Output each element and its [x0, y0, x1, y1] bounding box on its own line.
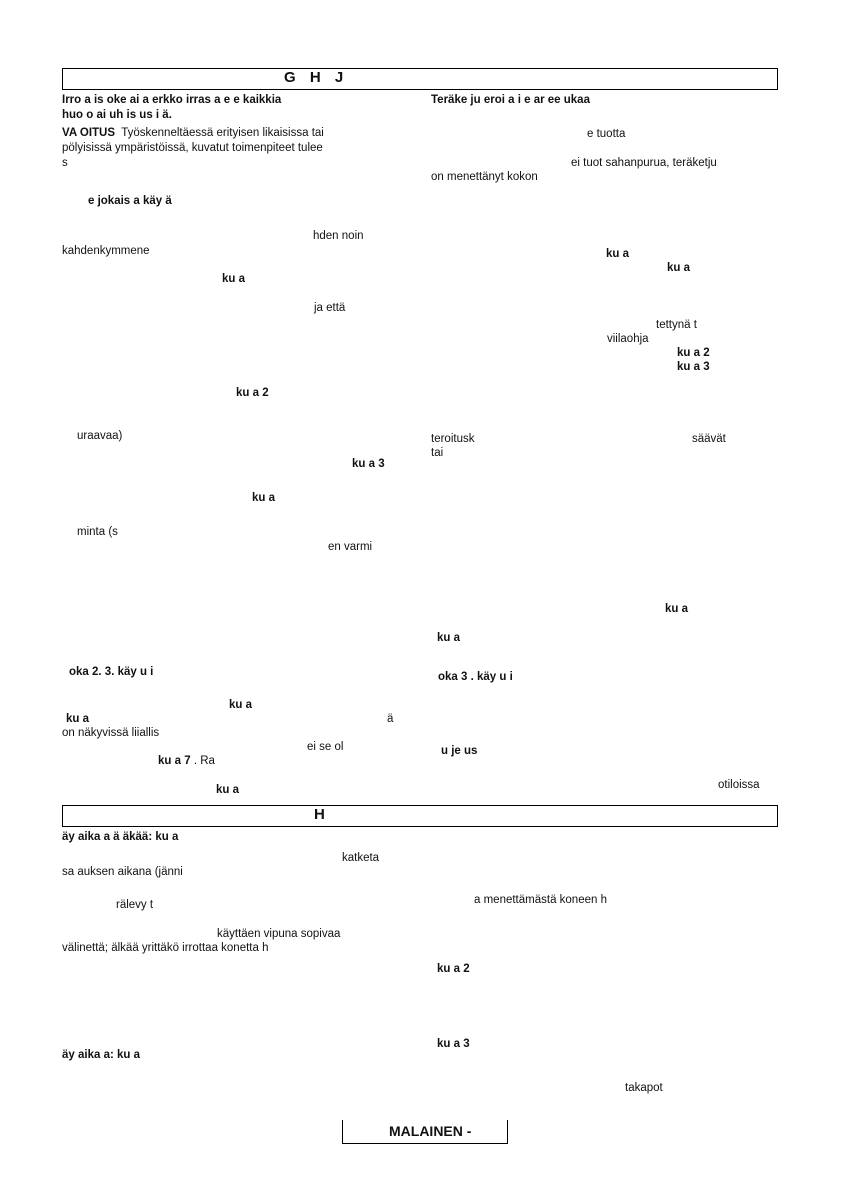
left-line-27: katketa — [342, 852, 380, 864]
left-line-16: en varmi — [328, 541, 373, 553]
figure-ref-7-text: . Ra — [193, 755, 215, 767]
right-line-10: ku a 3 — [677, 361, 710, 373]
right-line-22: takapot — [625, 1082, 663, 1094]
left-line-5: s — [62, 157, 68, 169]
left-line-11: ku a 2 — [236, 387, 269, 399]
left-line-10: ja että — [314, 302, 346, 314]
footer-label: MALAINEN - — [389, 1123, 472, 1139]
right-line-4: on menettänyt kokon — [431, 171, 538, 183]
right-line-8: viilaohja — [607, 333, 649, 345]
left-line-21: on näkyvissä liiallis — [62, 727, 160, 739]
left-line-13: ku a 3 — [352, 458, 385, 470]
left-line-28: sa auksen aikana (jänni — [62, 866, 183, 878]
warning-label: VA OITUS — [62, 127, 116, 139]
right-line-18: otiloissa — [718, 779, 760, 791]
warning-text: Työskenneltäessä erityisen likaisissa tai — [121, 127, 324, 139]
right-line-21: ku a 3 — [437, 1038, 470, 1050]
left-line-25: ku a — [216, 784, 240, 796]
left-line-32: äy aika a: ku a — [62, 1049, 140, 1061]
left-line-20: ä — [387, 713, 394, 725]
right-line-2: e tuotta — [587, 128, 626, 140]
left-line-19: ku a — [66, 713, 90, 725]
right-line-7: tettynä t — [656, 319, 697, 331]
left-line-2: huo o ai uh is us i ä. — [62, 109, 172, 121]
section-header-box-1 — [62, 68, 778, 90]
left-line-14: ku a — [252, 492, 276, 504]
left-line-31: välinettä; älkää yrittäkö irrottaa konetta h — [62, 942, 269, 954]
right-line-6: ku a — [667, 262, 691, 274]
left-line-22: ei se ol — [307, 741, 344, 753]
right-line-15: ku a — [437, 632, 461, 644]
right-line-11: teroitusk — [431, 433, 475, 445]
right-line-14: ku a — [665, 603, 689, 615]
left-line-4: pölyisissä ympäristöissä, kuvatut toimenpiteet tulee — [62, 142, 323, 154]
left-line-6: e jokais a käy ä — [88, 195, 172, 207]
left-line-7: hden noin — [313, 230, 364, 242]
left-line-17: oka 2. 3. käy u i — [69, 666, 154, 678]
right-line-16: oka 3 . käy u i — [438, 671, 513, 683]
section-header-2: H — [314, 806, 325, 823]
right-line-20: ku a 2 — [437, 963, 470, 975]
right-line-5: ku a — [606, 248, 630, 260]
left-line-8: kahdenkymmene — [62, 245, 150, 257]
left-line-29: rälevy t — [116, 899, 154, 911]
right-line-13: tai — [431, 447, 444, 459]
left-line-23 — [158, 754, 215, 768]
left-line-3 — [62, 126, 324, 140]
figure-ref-7: ku a 7 — [158, 755, 191, 767]
left-line-1: Irro a is oke ai a erkko irras a e e kaikkia — [62, 94, 282, 106]
right-line-12: säävät — [692, 433, 726, 445]
right-line-17: u je us — [441, 745, 478, 757]
right-line-9: ku a 2 — [677, 347, 710, 359]
right-line-1: Teräke ju eroi a i e ar ee ukaa — [431, 94, 590, 106]
right-line-19: a menettämästä koneen h — [474, 894, 607, 906]
left-line-30: käyttäen vipuna sopivaa — [217, 928, 341, 940]
left-line-12: uraavaa) — [77, 430, 123, 442]
section-header-1: G H J — [284, 69, 349, 86]
right-line-3: ei tuot sahanpurua, teräketju — [571, 157, 717, 169]
left-line-15: minta (s — [77, 526, 118, 538]
left-line-26: äy aika a ä äkää: ku a — [62, 831, 179, 843]
left-line-18: ku a — [229, 699, 253, 711]
section-header-box-2 — [62, 805, 778, 827]
left-line-9: ku a — [222, 273, 246, 285]
